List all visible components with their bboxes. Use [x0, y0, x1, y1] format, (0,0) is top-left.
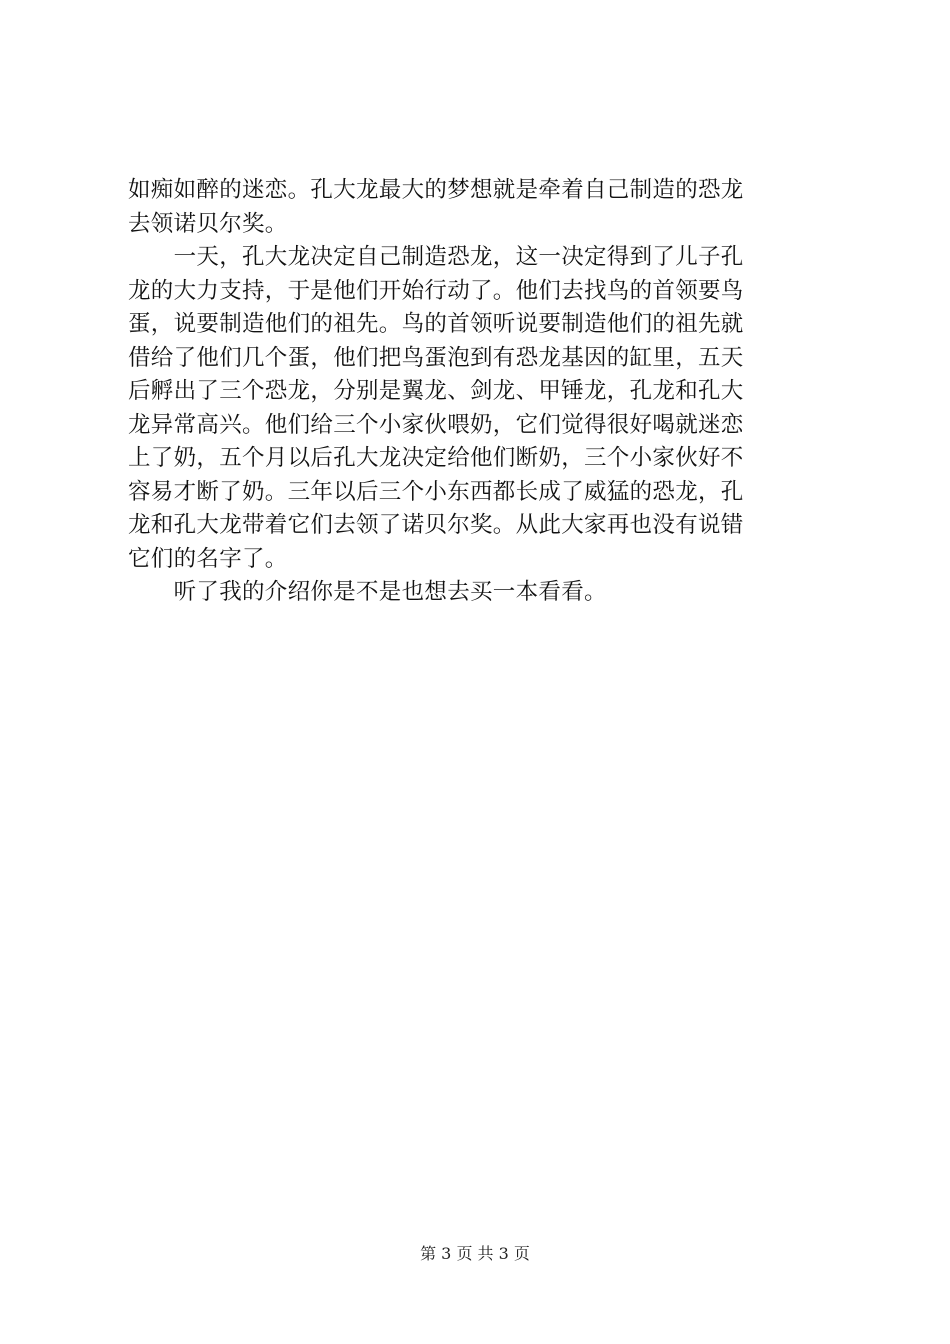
- text-line: 龙和孔大龙带着它们去领了诺贝尔奖。从此大家再也没有说错: [128, 512, 744, 538]
- body-text: [128, 174, 832, 610]
- text-line: 上了奶，五个月以后孔大龙决定给他们断奶，三个小家伙好不: [128, 445, 744, 471]
- text-line: 一天，孔大龙决定自己制造恐龙，这一决定得到了儿子孔: [128, 244, 744, 270]
- text-line: 它们的名字了。: [128, 545, 288, 572]
- text-line: 听了我的介绍你是不是也想去买一本看看。: [128, 579, 607, 605]
- text-line: 去领诺贝尔奖。: [128, 210, 288, 237]
- text-line: 容易才断了奶。三年以后三个小东西都长成了威猛的恐龙，孔: [128, 478, 744, 505]
- text-line: 后孵出了三个恐龙，分别是翼龙、剑龙、甲锤龙，孔龙和孔大: [128, 378, 744, 404]
- text-line: 如痴如醉的迷恋。孔大龙最大的梦想就是牵着自己制造的恐龙: [128, 177, 744, 203]
- text-line: 蛋，说要制造他们的祖先。鸟的首领听说要制造他们的祖先就: [128, 311, 744, 337]
- text-line: 龙的大力支持，于是他们开始行动了。他们去找鸟的首领要鸟: [128, 277, 744, 304]
- text-line: 龙异常高兴。他们给三个小家伙喂奶，它们觉得很好喝就迷恋: [128, 411, 744, 438]
- text-line: 借给了他们几个蛋，他们把鸟蛋泡到有恐龙基因的缸里，五天: [128, 344, 744, 371]
- page-number-footer: 第 3 页 共 3 页: [420, 1244, 530, 1263]
